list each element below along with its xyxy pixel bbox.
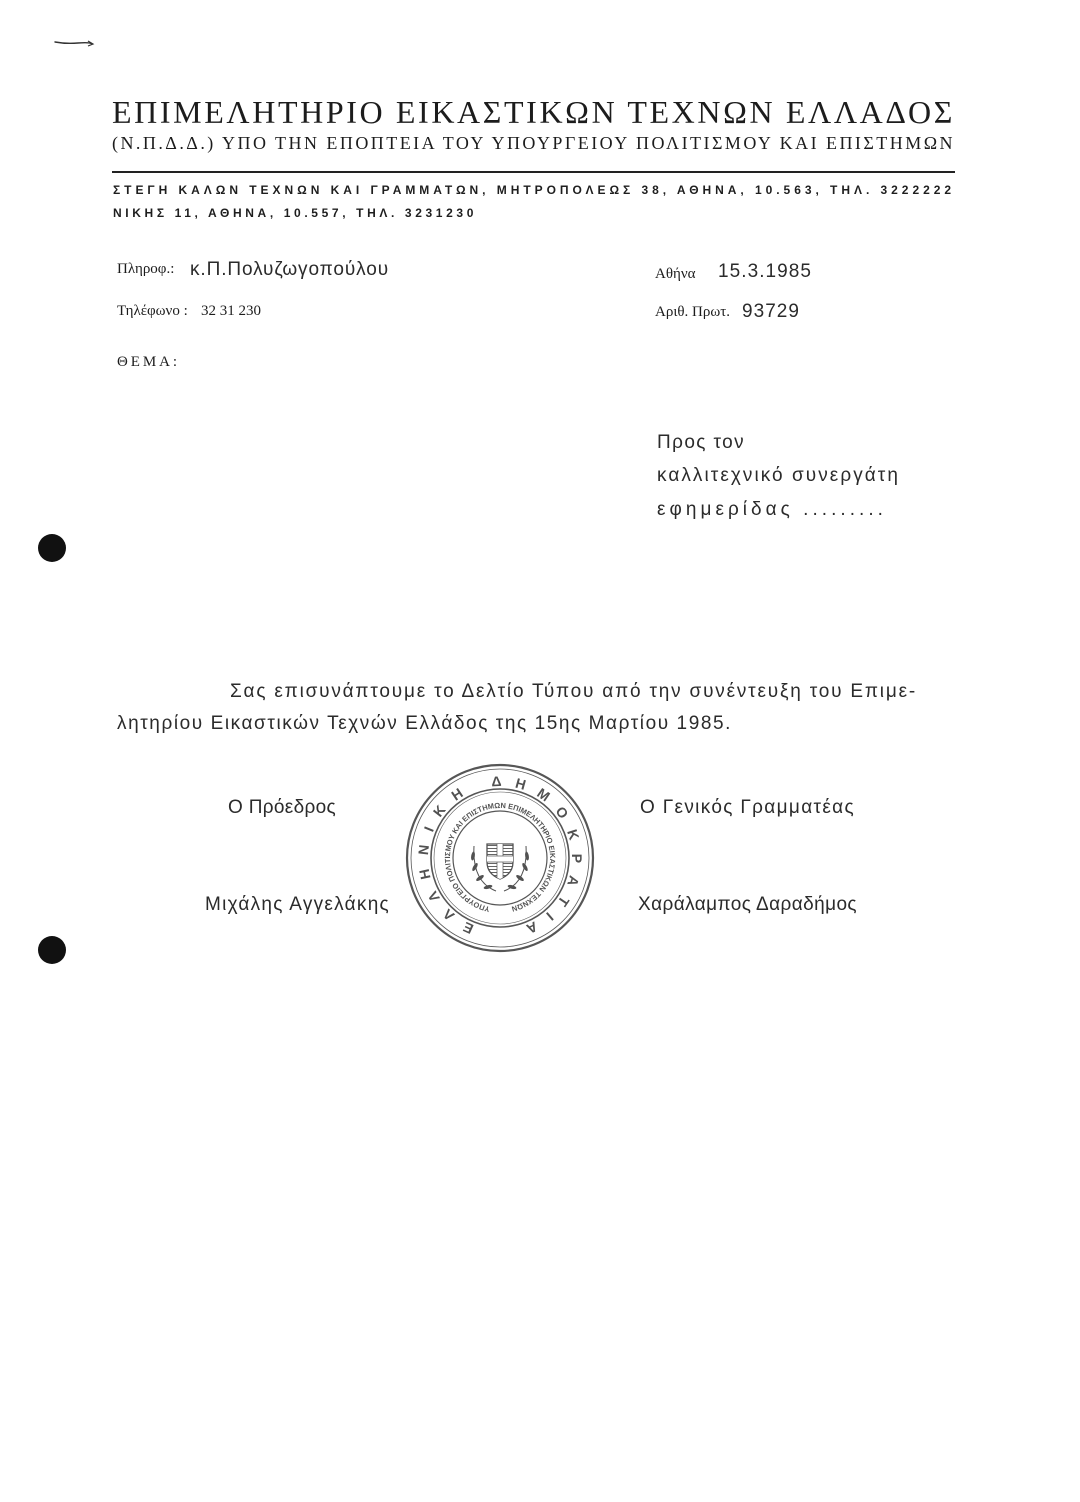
phone-label: Τηλέφωνο : bbox=[117, 303, 188, 319]
subject-label: ΘΕΜΑ: bbox=[117, 354, 180, 370]
official-seal bbox=[402, 760, 598, 956]
signature-right-role: Ο Γενικός Γραμματέας bbox=[640, 797, 855, 818]
seal-outer-text: ΕΛΛΗΝΙΚΗ ΔΗΜΟΚΡΑΤΙΑ bbox=[414, 772, 586, 938]
letterhead-divider bbox=[112, 171, 955, 173]
body-line: Σας επισυνάπτουμε το Δελτίο Τύπου από την συνέντευξη του Επιμε- bbox=[230, 681, 917, 702]
phone-value: 32 31 230 bbox=[201, 303, 261, 319]
recipient-line: καλλιτεχνικό συνεργάτη bbox=[657, 465, 900, 486]
punch-hole bbox=[38, 534, 66, 562]
letterhead-title: ΕΠΙΜΕΛΗΤΗΡΙΟ ΕΙΚΑΣΤΙΚΩΝ ΤΕΧΝΩΝ ΕΛΛΑΔΟΣ bbox=[112, 94, 955, 130]
seal-inner-text: ΥΠΟΥΡΓΕΙΟ ΠΟΛΙΤΙΣΜΟΥ ΚΑΙ ΕΠΙΣΤΗΜΩΝ ΕΠΙΜΕΛΗΤΗΡΙΟ ΕΙΚΑΣΤΙΚΩΝ ΤΕΧΝΩΝ bbox=[442, 800, 558, 914]
recipient-line: Προς τον bbox=[657, 432, 745, 453]
signature-left-name: Μιχάλης Αγγελάκης bbox=[205, 894, 390, 915]
date-value: 15.3.1985 bbox=[718, 261, 812, 282]
info-label: Πληροφ.: bbox=[117, 261, 175, 277]
signature-left-role: Ο Πρόεδρος bbox=[228, 797, 336, 818]
punch-hole bbox=[38, 936, 66, 964]
reference-label: Αριθ. Πρωτ. bbox=[655, 304, 731, 320]
letterhead-subtitle: (Ν.Π.Δ.Δ.) ΥΠΟ ΤΗΝ ΕΠΟΠΤΕΙΑ ΤΟΥ ΥΠΟΥΡΓΕΙΟΥ ΠΟΛΙΤΙΣΜΟΥ ΚΑΙ ΕΠΙΣΤΗΜΩΝ bbox=[112, 133, 955, 153]
letterhead-address-line-2: ΝΙΚΗΣ 11, ΑΘΗΝΑ, 10.557, ΤΗΛ. 3231230 bbox=[113, 206, 477, 220]
letterhead-address-line-1: ΣΤΕΓΗ ΚΑΛΩΝ ΤΕΧΝΩΝ ΚΑΙ ΓΡΑΜΜΑΤΩΝ, ΜΗΤΡΟΠΟΛΕΩΣ 38, ΑΘΗΝΑ, 10.563, ΤΗΛ. 3222222 bbox=[113, 183, 955, 197]
greek-coat-of-arms-icon bbox=[470, 842, 529, 891]
scan-pen-mark bbox=[52, 36, 96, 50]
place-label: Αθήνα bbox=[655, 266, 696, 282]
signature-right-name: Χαράλαμπος Δαραδήμος bbox=[638, 894, 857, 915]
reference-value: 93729 bbox=[742, 301, 800, 322]
recipient-line: εφημερίδας ......... bbox=[657, 499, 887, 520]
body-line: λητηρίου Εικαστικών Τεχνών Ελλάδος της 15ης Μαρτίου 1985. bbox=[117, 713, 732, 734]
info-value: κ.Π.Πολυζωγοπούλου bbox=[190, 259, 389, 280]
